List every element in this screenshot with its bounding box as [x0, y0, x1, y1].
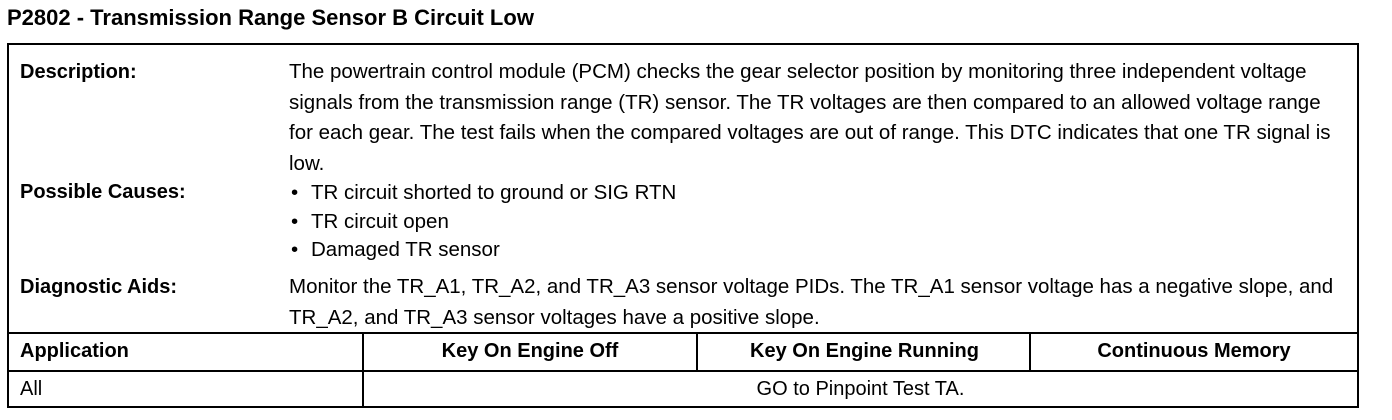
possible-causes-row: [9, 179, 1357, 267]
diagnostic-aids-label: Diagnostic Aids:: [20, 276, 178, 298]
page-title: P2802 - Transmission Range Sensor B Circuit Low: [7, 5, 534, 30]
column-divider: [696, 334, 698, 370]
cause-item: [289, 179, 1349, 208]
cause-text: TR circuit open: [311, 209, 449, 233]
description-text: The powertrain control module (PCM) checks the gear selector position by monitoring three independent voltage signals from the transmission range (TR) sensor. The TR voltages are then compared to an allowed voltage range for each gear. The test fails when the compared voltages are out of range. This DTC indicates that one TR signal is low.: [289, 60, 1331, 175]
bullet-icon: •: [291, 209, 299, 233]
header-continuous-memory: Continuous Memory: [1097, 340, 1291, 362]
cause-text: Damaged TR sensor: [311, 238, 500, 261]
action-cell: GO to Pinpoint Test TA.: [756, 378, 965, 400]
diagnostic-aids-text: Monitor the TR_A1, TR_A2, and TR_A3 sensor voltage PIDs. The TR_A1 sensor voltage has a negative slope, and TR_A2, and TR_A3 sensor voltages have a positive slope.: [289, 275, 1334, 329]
application-cell: All: [20, 378, 43, 400]
column-divider: [362, 334, 364, 408]
header-key-on-engine-off: Key On Engine Off: [441, 340, 619, 362]
bullet-icon: •: [291, 238, 299, 261]
bullet-icon: •: [291, 181, 299, 204]
header-key-on-engine-running: Key On Engine Running: [750, 340, 979, 362]
cause-text: TR circuit shorted to ground or SIG RTN: [311, 181, 677, 204]
dtc-sheet: [7, 43, 1359, 408]
header-application: Application: [20, 340, 129, 362]
possible-causes-label: Possible Causes:: [20, 181, 186, 203]
column-divider: [1029, 334, 1031, 370]
diagnostic-aids-row: [9, 272, 1357, 332]
cause-item: [289, 208, 1349, 237]
cause-item: [289, 236, 1349, 265]
possible-causes-list: [289, 179, 1349, 265]
description-label: Description:: [20, 61, 137, 83]
description-row: [9, 57, 1357, 181]
info-section: [9, 45, 1357, 334]
test-table: [9, 332, 1357, 408]
